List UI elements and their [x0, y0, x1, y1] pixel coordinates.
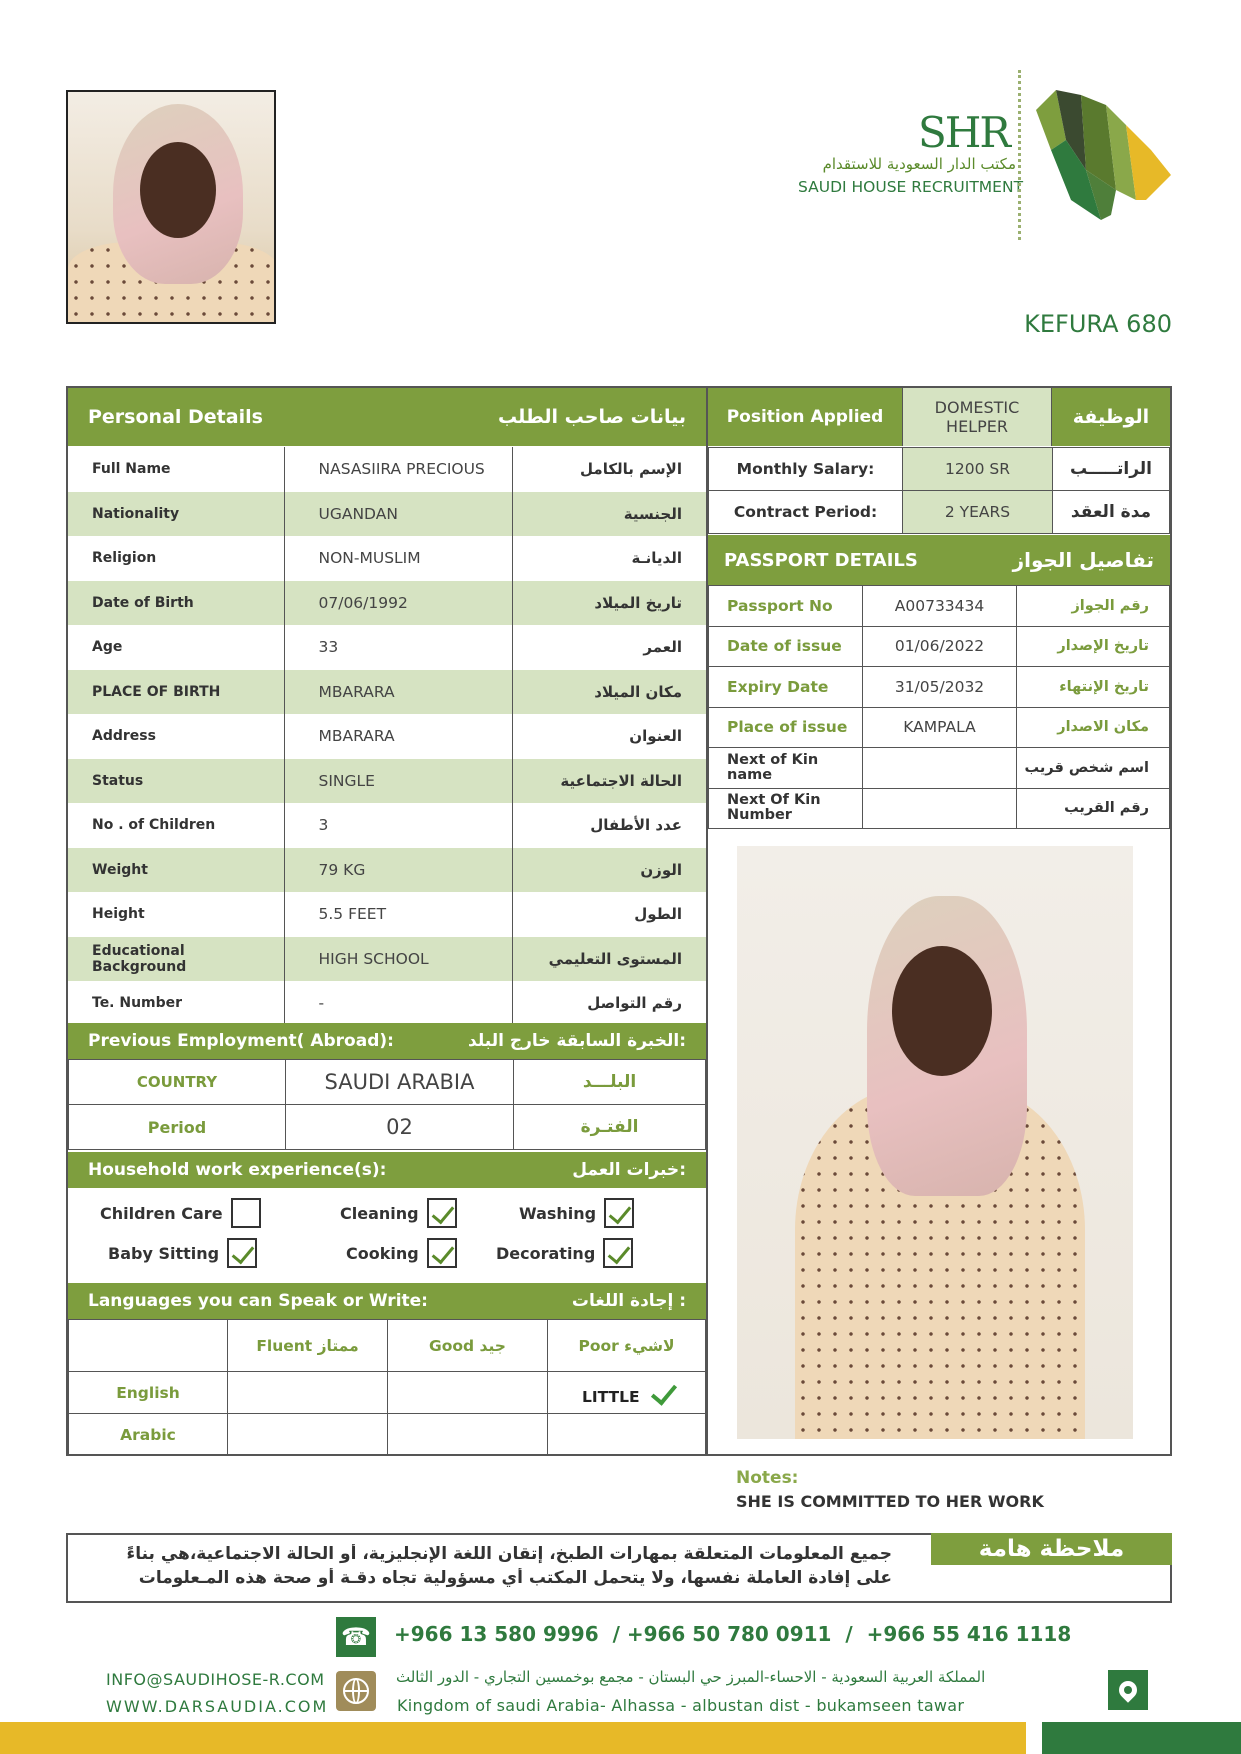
- languages-title-en: Languages you can Speak or Write:: [88, 1291, 428, 1311]
- address-english: Kingdom of saudi Arabia- Alhassa - albustan dist - bukamseen tawar: [397, 1696, 965, 1715]
- previous-employment-header: [68, 1023, 706, 1059]
- applicant-photo-full: [737, 846, 1133, 1439]
- period-label-ar: الفتـرة: [514, 1105, 706, 1150]
- skill-label: Cooking: [346, 1243, 419, 1263]
- row-label-ar: الجنسية: [512, 492, 706, 537]
- personal-details-header: [68, 388, 706, 446]
- row-label-ar: تاريخ الميلاد: [512, 581, 706, 626]
- passport-header: [708, 535, 1170, 585]
- personal-title-ar: بيانات صاحب الطلب: [498, 406, 686, 428]
- table-row: [69, 1060, 706, 1105]
- row-value: NASASIIRA PRECIOUS: [284, 447, 512, 492]
- table-row: [709, 448, 1170, 491]
- table-row: [709, 707, 1170, 748]
- salary-label: Monthly Salary:: [709, 448, 903, 491]
- row-label: Weight: [68, 848, 284, 893]
- country-label: COUNTRY: [69, 1060, 286, 1105]
- row-label: PLACE OF BIRTH: [68, 670, 284, 715]
- languages-header: [68, 1283, 706, 1319]
- table-row: [68, 803, 706, 848]
- website-link[interactable]: WWW.DARSAUDIA.COM: [106, 1697, 329, 1716]
- english-good-cell: [388, 1372, 548, 1414]
- languages-title-ar: إجادة اللغات :: [571, 1291, 686, 1311]
- important-note-title: ملاحظة هامة: [931, 1533, 1172, 1565]
- passport-value: [863, 788, 1017, 829]
- row-label: Date of Birth: [68, 581, 284, 626]
- table-row: [68, 492, 706, 537]
- passport-label: Next Of Kin Number: [709, 788, 863, 829]
- row-label: Religion: [68, 536, 284, 581]
- table-row: [68, 581, 706, 626]
- row-label: No . of Children: [68, 803, 284, 848]
- skill-label: Decorating: [496, 1243, 596, 1263]
- skill-decorating: [496, 1238, 633, 1268]
- row-value: SINGLE: [284, 759, 512, 804]
- address-arabic: المملكة العربية السعودية - الاحساء-المبرز حي البستان - مجمع بوخمسين التجاري - الدور الثالث: [396, 1668, 986, 1686]
- skill-label: Children Care: [100, 1203, 223, 1223]
- passport-title-ar: تفاصيل الجواز: [1012, 548, 1154, 572]
- row-label-ar: عدد الأطفال: [590, 816, 682, 835]
- lang-arabic: Arabic: [69, 1414, 228, 1456]
- lang-english: English: [69, 1372, 228, 1414]
- row-value: 33: [284, 625, 512, 670]
- table-row: [69, 1414, 706, 1456]
- contract-value: 2 YEARS: [903, 491, 1053, 534]
- table-row: [68, 536, 706, 581]
- skill-label: Washing: [519, 1203, 597, 1223]
- row-label: Status: [68, 759, 284, 804]
- row-label-ar: مكان الميلاد: [512, 670, 706, 715]
- passport-table: [708, 585, 1170, 829]
- arabic-good-cell: [388, 1414, 548, 1456]
- washing-checkbox[interactable]: [604, 1198, 634, 1228]
- position-label-en: Position Applied: [726, 407, 884, 427]
- household-title-en: Household work experience(s):: [88, 1160, 387, 1180]
- table-row: [68, 848, 706, 893]
- col-poor: Poor لاشيء: [548, 1320, 706, 1372]
- skill-baby-sitting: [108, 1238, 257, 1268]
- period-label: Period: [69, 1105, 286, 1150]
- globe-icon: [336, 1671, 376, 1711]
- row-value: 79 KG: [284, 848, 512, 893]
- cooking-checkbox[interactable]: [427, 1238, 457, 1268]
- passport-value: 01/06/2022: [863, 626, 1017, 667]
- row-label: Age: [68, 625, 284, 670]
- row-value: MBARARA: [284, 714, 512, 759]
- skill-cleaning: [340, 1198, 457, 1228]
- row-value: NON-MUSLIM: [284, 536, 512, 581]
- previous-title-ar: الخبرة السابقة خارج البلد:: [468, 1031, 686, 1051]
- passport-label-ar: تاريخ الإصدار: [1017, 626, 1170, 667]
- passport-label-ar: مكان الاصدار: [1017, 707, 1170, 748]
- skill-washing: [519, 1198, 634, 1228]
- row-label: Educational Background: [68, 937, 284, 982]
- logo-arabic: مكتب الدار السعودية للاستقدام: [822, 155, 1016, 173]
- location-pin-icon: [1108, 1670, 1148, 1710]
- footer-bar-yellow: [0, 1722, 1026, 1754]
- personal-details-table: [68, 447, 706, 1026]
- row-label-ar: العمر: [643, 638, 682, 657]
- passport-value: KAMPALA: [863, 707, 1017, 748]
- country-label-ar: البلـــد: [514, 1060, 706, 1105]
- table-row: [68, 937, 706, 982]
- company-logo: [790, 60, 1180, 240]
- passport-label-ar: رقم القريب: [1017, 788, 1170, 829]
- notes-text: SHE IS COMMITTED TO HER WORK: [736, 1492, 1044, 1511]
- english-level: LITTLE: [581, 1387, 640, 1406]
- arabic-poor-cell: [548, 1414, 706, 1456]
- english-poor-cell: [548, 1372, 706, 1414]
- table-row: [68, 981, 706, 1026]
- household-header: [68, 1152, 706, 1188]
- skill-label: Baby Sitting: [108, 1243, 220, 1263]
- row-label-ar: رقم التواصل: [587, 994, 682, 1013]
- row-value: 5.5 FEET: [284, 892, 512, 937]
- logo-english: SAUDI HOUSE RECRUITMENT: [798, 178, 1024, 196]
- row-value: UGANDAN: [284, 492, 512, 537]
- table-row: [68, 625, 706, 670]
- row-label: Nationality: [68, 492, 284, 537]
- arabic-fluent-cell: [228, 1414, 388, 1456]
- skill-label: Cleaning: [340, 1203, 419, 1223]
- row-label: Address: [68, 714, 284, 759]
- check-icon: [651, 1378, 677, 1405]
- salary-table: [708, 447, 1170, 534]
- salary-value: 1200 SR: [903, 448, 1053, 491]
- row-value: 07/06/1992: [284, 581, 512, 626]
- passport-label-ar: اسم شخص قريب: [1017, 748, 1170, 789]
- row-value: 3: [284, 803, 512, 848]
- row-value: -: [284, 981, 512, 1026]
- table-row: [69, 1372, 706, 1414]
- contract-label: Contract Period:: [709, 491, 903, 534]
- footer-bar-green: [1042, 1722, 1241, 1754]
- household-title-ar: خبرات العمل:: [572, 1160, 686, 1180]
- passport-label: Place of issue: [709, 707, 863, 748]
- position-header: [708, 388, 1170, 446]
- empty-cell: [69, 1320, 228, 1372]
- passport-title-en: PASSPORT DETAILS: [724, 549, 918, 571]
- languages-table: [68, 1319, 706, 1456]
- row-label-ar: المستوى التعليمي: [512, 937, 706, 982]
- salary-label-ar: الراتـــــب: [1053, 448, 1170, 491]
- passport-label: Passport No: [709, 586, 863, 627]
- skill-children-care: [100, 1198, 261, 1228]
- saudi-map-icon: [1026, 80, 1176, 225]
- row-label: Full Name: [68, 447, 284, 492]
- row-value: HIGH SCHOOL: [284, 937, 512, 982]
- position-label-ar: الوظيفة: [1072, 406, 1150, 428]
- phone-icon: ☎: [336, 1617, 376, 1657]
- passport-label-ar: رقم الجواز: [1017, 586, 1170, 627]
- passport-value: 31/05/2032: [863, 667, 1017, 708]
- col-good: Good جيد: [388, 1320, 548, 1372]
- table-row: [709, 626, 1170, 667]
- period-value: 02: [286, 1105, 514, 1150]
- reference-code: KEFURA 680: [1024, 310, 1172, 338]
- passport-value: [863, 748, 1017, 789]
- col-fluent: Fluent ممتاز: [228, 1320, 388, 1372]
- passport-label: Date of issue: [709, 626, 863, 667]
- passport-label-ar: تاريخ الإنتهاء: [1017, 667, 1170, 708]
- phone-numbers[interactable]: +966 13 580 9996 / +966 50 780 0911 / +966 55 416 1118: [394, 1622, 1072, 1646]
- important-note-line1: جميع المعلومات المتعلقة بمهارات الطبخ، إتقان اللغة الإنجليزية، أو الحالة الاجتماعية،هي بناءً: [126, 1544, 892, 1564]
- table-row: [709, 491, 1170, 534]
- cleaning-checkbox[interactable]: [427, 1198, 457, 1228]
- table-row: [709, 788, 1170, 829]
- table-row: [69, 1105, 706, 1150]
- table-row: [709, 667, 1170, 708]
- baby-sitting-checkbox[interactable]: [227, 1238, 257, 1268]
- position-value: DOMESTIC HELPER: [902, 388, 1052, 446]
- table-row: [68, 759, 706, 804]
- table-row: [68, 892, 706, 937]
- passport-label: Expiry Date: [709, 667, 863, 708]
- table-row: [68, 670, 706, 715]
- logo-mark: SHR: [918, 108, 1010, 157]
- english-fluent-cell: [228, 1372, 388, 1414]
- row-label-ar: الطول: [634, 905, 682, 924]
- children-care-checkbox[interactable]: [231, 1198, 261, 1228]
- previous-title-en: Previous Employment( Abroad):: [88, 1031, 394, 1051]
- country-value: SAUDI ARABIA: [286, 1060, 514, 1105]
- table-row: [68, 714, 706, 759]
- applicant-photo-small: [66, 90, 276, 324]
- important-note-line2: على إفادة العاملة نفسها، ولا يتحمل المكتب أي مسؤولية تجاه دقـة أو صحة هذه المـعلومات: [138, 1568, 892, 1588]
- previous-employment-table: [68, 1059, 706, 1150]
- table-row: [68, 447, 706, 492]
- row-label: Te. Number: [68, 981, 284, 1026]
- passport-label: Next of Kin name: [709, 748, 863, 789]
- personal-title-en: Personal Details: [88, 406, 263, 428]
- passport-value: A00733434: [863, 586, 1017, 627]
- contract-label-ar: مدة العقد: [1053, 491, 1170, 534]
- row-label-ar: الحالة الاجتماعية: [512, 759, 706, 804]
- table-row: [69, 1320, 706, 1372]
- row-value: MBARARA: [284, 670, 512, 715]
- table-row: [709, 586, 1170, 627]
- row-label-ar: الوزن: [512, 848, 706, 893]
- row-label-ar: الإسم بالكامل: [580, 460, 682, 479]
- notes-label: Notes:: [736, 1468, 799, 1488]
- decorating-checkbox[interactable]: [603, 1238, 633, 1268]
- email-link[interactable]: INFO@SAUDIHOSE-R.COM: [106, 1670, 325, 1689]
- row-label-ar: العنوان: [629, 727, 682, 746]
- skill-cooking: [346, 1238, 457, 1268]
- row-label-ar: الديانـة: [631, 549, 682, 568]
- table-row: [709, 748, 1170, 789]
- row-label: Height: [68, 892, 284, 937]
